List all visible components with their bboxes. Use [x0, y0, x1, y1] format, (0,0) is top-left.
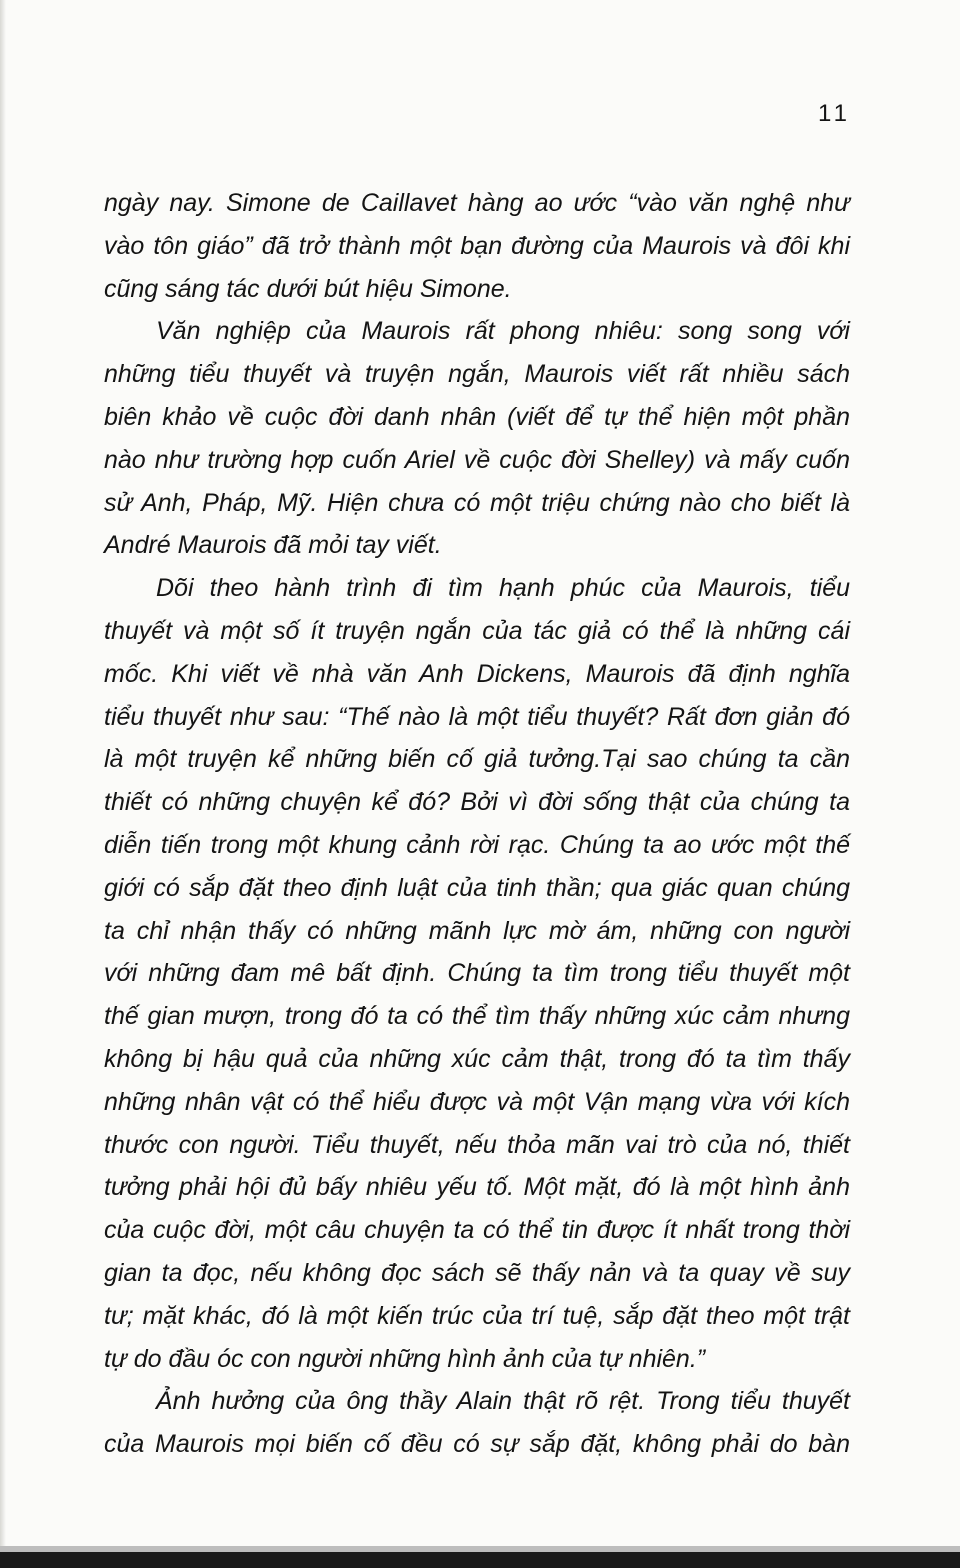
- text-line: Ảnh hưởng của ông thầy Alain thật rõ rệt. Trong tiểu thuyết: [156, 1387, 850, 1416]
- text-line: sử Anh, Pháp, Mỹ. Hiện chưa có một triệu chứng nào cho biết là: [104, 488, 850, 517]
- text-line: nào như trường hợp cuốn Ariel về cuộc đời Shelley) và mấy cuốn: [104, 445, 850, 474]
- text-line: tự do đầu óc con người những hình ảnh của tự nhiên.”: [104, 1344, 706, 1373]
- text-line: vào tôn giáo” đã trở thành một bạn đường của Maurois và đôi khi: [104, 231, 850, 260]
- text-line: Dõi theo hành trình đi tìm hạnh phúc của Maurois, tiểu: [156, 574, 850, 603]
- text-line: thế gian mượn, trong đó ta có thể tìm thấy những xúc cảm nhưng: [104, 1002, 850, 1031]
- text-line: thuyết và một số ít truyện ngắn của tác giả có thể là những cái: [104, 616, 850, 645]
- text-line: không bị hậu quả của những xúc cảm thật, trong đó ta tìm thấy: [104, 1044, 850, 1073]
- text-line: tưởng phải hội đủ bấy nhiêu yếu tố. Một mặt, đó là một hình ảnh: [104, 1173, 850, 1202]
- text-line: André Maurois đã mỏi tay viết.: [104, 531, 442, 560]
- text-line: gian ta đọc, nếu không đọc sách sẽ thấy nản và ta quay về suy: [104, 1258, 850, 1287]
- body-text: [104, 182, 850, 1466]
- page-edge-shadow: [0, 0, 6, 1568]
- text-line: giới có sắp đặt theo định luật của tinh thần; qua giác quan chúng: [104, 873, 850, 902]
- text-line: Văn nghiệp của Maurois rất phong nhiêu: song song với: [156, 317, 850, 346]
- text-line: những tiểu thuyết và truyện ngắn, Maurois viết rất nhiều sách: [104, 360, 850, 389]
- text-line: với những đam mê bất định. Chúng ta tìm trong tiểu thuyết một: [104, 959, 850, 988]
- text-line: tư; mặt khác, đó là một kiến trúc của trí tuệ, sắp đặt theo một trật: [104, 1301, 850, 1330]
- text-line: của cuộc đời, một câu chuyện ta có thể tin được ít nhất trong thời: [104, 1216, 850, 1245]
- text-line: diễn tiến trong một khung cảnh rời rạc. Chúng ta ao ước một thế: [104, 830, 850, 859]
- text-line: biên khảo về cuộc đời danh nhân (viết để tự thể hiện một phần: [104, 402, 850, 431]
- text-line: tiểu thuyết như sau: “Thế nào là một tiểu thuyết? Rất đơn giản đó: [104, 702, 850, 731]
- text-line: ngày nay. Simone de Caillavet hàng ao ước “vào văn nghệ như: [104, 189, 850, 217]
- text-line: cũng sáng tác dưới bút hiệu Simone.: [104, 274, 512, 303]
- text-line: của Maurois mọi biến cố đều có sự sắp đặt, không phải do bàn: [104, 1430, 850, 1459]
- text-line: là một truyện kể những biến cố giả tưởng.Tại sao chúng ta cần: [104, 745, 850, 774]
- text-line: mốc. Khi viết về nhà văn Anh Dickens, Maurois đã định nghĩa: [104, 659, 850, 688]
- text-line: ta chỉ nhận thấy có những mãnh lực mờ ám, những con người: [104, 916, 850, 945]
- text-line: thước con người. Tiểu thuyết, nếu thỏa mãn vai trò của nó, thiết: [104, 1130, 850, 1159]
- page-number: 11: [818, 100, 851, 127]
- text-line: những nhân vật có thể hiểu được và một Vận mạng vừa với kích: [104, 1087, 850, 1116]
- page-bottom-edge: [0, 1552, 960, 1568]
- text-line: thiết có những chuyện kể đó? Bởi vì đời sống thật của chúng ta: [104, 788, 850, 817]
